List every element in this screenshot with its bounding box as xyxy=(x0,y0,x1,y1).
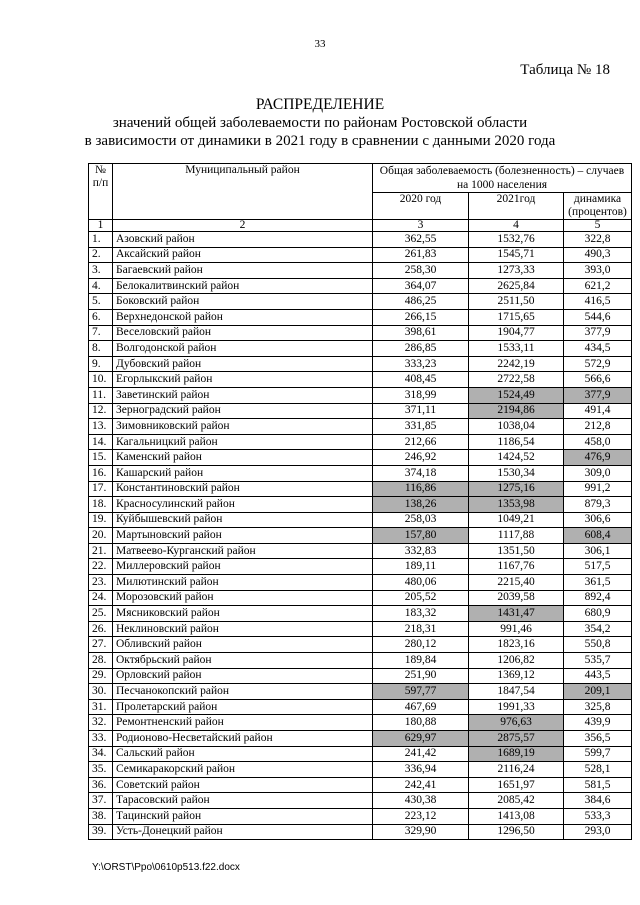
column-number: 3 xyxy=(373,220,469,232)
table-row xyxy=(89,715,632,731)
dynamics-percent: 209,1 xyxy=(564,684,632,700)
dynamics-percent: 991,2 xyxy=(564,481,632,497)
row-number: 29. xyxy=(89,668,113,684)
value-2021: 2194,86 xyxy=(469,403,564,419)
value-2020: 408,45 xyxy=(373,372,469,388)
dynamics-percent: 293,0 xyxy=(564,824,632,840)
row-number: 15. xyxy=(89,450,113,466)
district-name: Тарасовский район xyxy=(113,793,373,809)
value-2020: 116,86 xyxy=(373,481,469,497)
dynamics-percent: 443,5 xyxy=(564,668,632,684)
value-2020: 332,83 xyxy=(373,543,469,559)
dynamics-percent: 892,4 xyxy=(564,590,632,606)
value-2020: 364,07 xyxy=(373,278,469,294)
value-2020: 258,30 xyxy=(373,263,469,279)
value-2021: 1431,47 xyxy=(469,606,564,622)
table-row xyxy=(89,387,632,403)
value-2020: 189,11 xyxy=(373,559,469,575)
value-2021: 1904,77 xyxy=(469,325,564,341)
district-name: Егорлыкский район xyxy=(113,372,373,388)
row-number: 7. xyxy=(89,325,113,341)
table-row xyxy=(89,684,632,700)
table-row xyxy=(89,528,632,544)
district-name: Зимовниковский район xyxy=(113,419,373,435)
row-number: 4. xyxy=(89,278,113,294)
row-number: 27. xyxy=(89,637,113,653)
value-2020: 258,03 xyxy=(373,512,469,528)
table-row xyxy=(89,731,632,747)
table-row xyxy=(89,621,632,637)
table-row xyxy=(89,808,632,824)
row-number: 9. xyxy=(89,356,113,372)
value-2021: 2116,24 xyxy=(469,762,564,778)
header-number-line-2: п/п xyxy=(92,177,109,189)
district-name: Сальский район xyxy=(113,746,373,762)
value-2021: 1651,97 xyxy=(469,777,564,793)
district-name: Ремонтненский район xyxy=(113,715,373,731)
district-name: Каменский район xyxy=(113,450,373,466)
value-2020: 629,97 xyxy=(373,731,469,747)
dynamics-percent: 533,3 xyxy=(564,808,632,824)
dynamics-percent: 608,4 xyxy=(564,528,632,544)
header-group: Общая заболеваемость (болезненность) – случаев на 1000 населения xyxy=(373,164,632,193)
value-2021: 2085,42 xyxy=(469,793,564,809)
value-2021: 1545,71 xyxy=(469,247,564,263)
table-row xyxy=(89,575,632,591)
value-2021: 1991,33 xyxy=(469,699,564,715)
value-2020: 597,77 xyxy=(373,684,469,700)
value-2020: 183,32 xyxy=(373,606,469,622)
district-name: Мартыновский район xyxy=(113,528,373,544)
table-row xyxy=(89,559,632,575)
dynamics-percent: 490,3 xyxy=(564,247,632,263)
row-number: 6. xyxy=(89,309,113,325)
district-name: Заветинский район xyxy=(113,387,373,403)
value-2021: 1353,98 xyxy=(469,497,564,513)
row-number: 31. xyxy=(89,699,113,715)
value-2020: 486,25 xyxy=(373,294,469,310)
dynamics-percent: 416,5 xyxy=(564,294,632,310)
value-2020: 398,61 xyxy=(373,325,469,341)
dynamics-percent: 306,1 xyxy=(564,543,632,559)
value-2021: 2722,58 xyxy=(469,372,564,388)
value-2020: 318,99 xyxy=(373,387,469,403)
value-2021: 1296,50 xyxy=(469,824,564,840)
value-2020: 212,66 xyxy=(373,434,469,450)
district-name: Зерноградский район xyxy=(113,403,373,419)
table-row xyxy=(89,606,632,622)
dynamics-percent: 309,0 xyxy=(564,465,632,481)
table-row xyxy=(89,762,632,778)
value-2021: 1715,65 xyxy=(469,309,564,325)
value-2021: 1117,88 xyxy=(469,528,564,544)
district-name: Морозовский район xyxy=(113,590,373,606)
dynamics-percent: 322,8 xyxy=(564,232,632,248)
dynamics-percent: 377,9 xyxy=(564,387,632,403)
row-number: 10. xyxy=(89,372,113,388)
district-name: Усть-Донецкий район xyxy=(113,824,373,840)
table-row xyxy=(89,325,632,341)
table-row xyxy=(89,450,632,466)
district-name: Октябрьский район xyxy=(113,653,373,669)
dynamics-percent: 354,2 xyxy=(564,621,632,637)
dynamics-percent: 434,5 xyxy=(564,341,632,357)
district-name: Песчанокопский район xyxy=(113,684,373,700)
row-number: 5. xyxy=(89,294,113,310)
row-number: 22. xyxy=(89,559,113,575)
district-name: Орловский район xyxy=(113,668,373,684)
district-name: Константиновский район xyxy=(113,481,373,497)
table-row xyxy=(89,699,632,715)
table-row xyxy=(89,793,632,809)
table-row xyxy=(89,263,632,279)
header-2021: 2021год xyxy=(469,193,564,220)
row-number: 34. xyxy=(89,746,113,762)
district-name: Кагальницкий район xyxy=(113,434,373,450)
dynamics-percent: 572,9 xyxy=(564,356,632,372)
value-2021: 1530,34 xyxy=(469,465,564,481)
district-name: Азовский район xyxy=(113,232,373,248)
row-number: 21. xyxy=(89,543,113,559)
district-name: Дубовский район xyxy=(113,356,373,372)
value-2021: 1351,50 xyxy=(469,543,564,559)
district-name: Аксайский район xyxy=(113,247,373,263)
value-2021: 1413,08 xyxy=(469,808,564,824)
value-2020: 371,11 xyxy=(373,403,469,419)
value-2021: 2625,84 xyxy=(469,278,564,294)
value-2020: 241,42 xyxy=(373,746,469,762)
row-number: 36. xyxy=(89,777,113,793)
table-row xyxy=(89,497,632,513)
value-2020: 205,52 xyxy=(373,590,469,606)
table-row xyxy=(89,637,632,653)
district-name: Семикаракорский район xyxy=(113,762,373,778)
value-2021: 1206,82 xyxy=(469,653,564,669)
value-2020: 223,12 xyxy=(373,808,469,824)
district-name: Красносулинский район xyxy=(113,497,373,513)
morbidity-table xyxy=(88,163,632,840)
dynamics-percent: 879,3 xyxy=(564,497,632,513)
table-row xyxy=(89,434,632,450)
value-2021: 1273,33 xyxy=(469,263,564,279)
dynamics-percent: 377,9 xyxy=(564,325,632,341)
district-name: Верхнедонской район xyxy=(113,309,373,325)
value-2020: 246,92 xyxy=(373,450,469,466)
table-row xyxy=(89,746,632,762)
row-number: 17. xyxy=(89,481,113,497)
district-name: Неклиновский район xyxy=(113,621,373,637)
dynamics-percent: 621,2 xyxy=(564,278,632,294)
row-number: 16. xyxy=(89,465,113,481)
value-2021: 1823,16 xyxy=(469,637,564,653)
table-row xyxy=(89,403,632,419)
value-2021: 1275,16 xyxy=(469,481,564,497)
row-number: 11. xyxy=(89,387,113,403)
dynamics-percent: 491,4 xyxy=(564,403,632,419)
value-2021: 1186,54 xyxy=(469,434,564,450)
column-number: 1 xyxy=(89,220,113,232)
row-number: 39. xyxy=(89,824,113,840)
heading-title: РАСПРЕДЕЛЕНИЕ xyxy=(255,96,385,113)
heading-line-1: значений общей заболеваемости по районам Ростовской области xyxy=(112,115,528,131)
value-2020: 331,85 xyxy=(373,419,469,435)
table-row xyxy=(89,356,632,372)
row-number: 38. xyxy=(89,808,113,824)
table-row xyxy=(89,278,632,294)
dynamics-percent: 680,9 xyxy=(564,606,632,622)
value-2020: 374,18 xyxy=(373,465,469,481)
column-number: 5 xyxy=(564,220,632,232)
value-2021: 1847,54 xyxy=(469,684,564,700)
row-number: 13. xyxy=(89,419,113,435)
row-number: 8. xyxy=(89,341,113,357)
row-number: 32. xyxy=(89,715,113,731)
row-number: 12. xyxy=(89,403,113,419)
row-number: 33. xyxy=(89,731,113,747)
table-row xyxy=(89,294,632,310)
dynamics-percent: 356,5 xyxy=(564,731,632,747)
district-name: Кашарский район xyxy=(113,465,373,481)
header-dynamics xyxy=(564,193,632,220)
value-2021: 2875,57 xyxy=(469,731,564,747)
dynamics-percent: 476,9 xyxy=(564,450,632,466)
district-name: Советский район xyxy=(113,777,373,793)
row-number: 14. xyxy=(89,434,113,450)
header-number-line-1: № xyxy=(95,164,106,176)
value-2021: 1167,76 xyxy=(469,559,564,575)
dynamics-percent: 393,0 xyxy=(564,263,632,279)
row-number: 23. xyxy=(89,575,113,591)
table-row xyxy=(89,543,632,559)
table-row xyxy=(89,419,632,435)
value-2021: 2242,19 xyxy=(469,356,564,372)
district-name: Куйбышевский район xyxy=(113,512,373,528)
district-name: Матвеево-Курганский район xyxy=(113,543,373,559)
column-number: 2 xyxy=(113,220,373,232)
value-2021: 1524,49 xyxy=(469,387,564,403)
table-row xyxy=(89,309,632,325)
table-row xyxy=(89,824,632,840)
row-number: 30. xyxy=(89,684,113,700)
value-2020: 157,80 xyxy=(373,528,469,544)
value-2020: 336,94 xyxy=(373,762,469,778)
dynamics-percent: 325,8 xyxy=(564,699,632,715)
header-dynamics-line-1: динамика xyxy=(573,193,622,205)
value-2020: 138,26 xyxy=(373,497,469,513)
value-2021: 1369,12 xyxy=(469,668,564,684)
value-2020: 242,41 xyxy=(373,777,469,793)
table-row xyxy=(89,590,632,606)
value-2021: 2511,50 xyxy=(469,294,564,310)
value-2021: 1049,21 xyxy=(469,512,564,528)
table-row xyxy=(89,668,632,684)
dynamics-percent: 439,9 xyxy=(564,715,632,731)
row-number: 26. xyxy=(89,621,113,637)
value-2020: 280,12 xyxy=(373,637,469,653)
page-number: 33 xyxy=(314,38,326,50)
table-row xyxy=(89,777,632,793)
dynamics-percent: 361,5 xyxy=(564,575,632,591)
value-2020: 329,90 xyxy=(373,824,469,840)
district-name: Волгодонской район xyxy=(113,341,373,357)
row-number: 35. xyxy=(89,762,113,778)
row-number: 19. xyxy=(89,512,113,528)
column-numbers-row xyxy=(89,220,632,232)
file-path-footer: Y:\ORST\Ppo\0610p513.f22.docx xyxy=(92,862,240,873)
table-row xyxy=(89,247,632,263)
row-number: 3. xyxy=(89,263,113,279)
dynamics-percent: 544,6 xyxy=(564,309,632,325)
header-number xyxy=(89,164,113,220)
value-2020: 189,84 xyxy=(373,653,469,669)
value-2020: 467,69 xyxy=(373,699,469,715)
dynamics-percent: 458,0 xyxy=(564,434,632,450)
row-number: 25. xyxy=(89,606,113,622)
district-name: Родионово-Несветайский район xyxy=(113,731,373,747)
value-2021: 1532,76 xyxy=(469,232,564,248)
district-name: Милютинский район xyxy=(113,575,373,591)
dynamics-percent: 550,8 xyxy=(564,637,632,653)
value-2020: 266,15 xyxy=(373,309,469,325)
value-2020: 333,23 xyxy=(373,356,469,372)
value-2020: 218,31 xyxy=(373,621,469,637)
table-row xyxy=(89,372,632,388)
district-name: Мясниковский район xyxy=(113,606,373,622)
dynamics-percent: 384,6 xyxy=(564,793,632,809)
district-name: Миллеровский район xyxy=(113,559,373,575)
row-number: 28. xyxy=(89,653,113,669)
dynamics-percent: 517,5 xyxy=(564,559,632,575)
row-number: 2. xyxy=(89,247,113,263)
district-name: Тацинский район xyxy=(113,808,373,824)
value-2020: 251,90 xyxy=(373,668,469,684)
dynamics-percent: 599,7 xyxy=(564,746,632,762)
dynamics-percent: 566,6 xyxy=(564,372,632,388)
district-name: Багаевский район xyxy=(113,263,373,279)
value-2021: 1533,11 xyxy=(469,341,564,357)
table-row xyxy=(89,653,632,669)
district-name: Веселовский район xyxy=(113,325,373,341)
heading-line-2: в зависимости от динамики в 2021 году в сравнении с данными 2020 года xyxy=(84,133,556,149)
value-2020: 286,85 xyxy=(373,341,469,357)
table-label: Таблица № 18 xyxy=(520,62,610,78)
value-2021: 991,46 xyxy=(469,621,564,637)
row-number: 18. xyxy=(89,497,113,513)
row-number: 1. xyxy=(89,232,113,248)
value-2021: 2039,58 xyxy=(469,590,564,606)
row-number: 20. xyxy=(89,528,113,544)
value-2020: 430,38 xyxy=(373,793,469,809)
dynamics-percent: 306,6 xyxy=(564,512,632,528)
value-2021: 1038,04 xyxy=(469,419,564,435)
district-name: Боковский район xyxy=(113,294,373,310)
table-row xyxy=(89,341,632,357)
value-2021: 976,63 xyxy=(469,715,564,731)
header-district: Муниципальный район xyxy=(113,164,373,220)
dynamics-percent: 528,1 xyxy=(564,762,632,778)
column-number: 4 xyxy=(469,220,564,232)
district-name: Пролетарский район xyxy=(113,699,373,715)
value-2020: 180,88 xyxy=(373,715,469,731)
value-2020: 362,55 xyxy=(373,232,469,248)
district-name: Белокалитвинский район xyxy=(113,278,373,294)
dynamics-percent: 535,7 xyxy=(564,653,632,669)
table-row xyxy=(89,465,632,481)
header-dynamics-line-2: (процентов) xyxy=(568,206,627,218)
row-number: 24. xyxy=(89,590,113,606)
value-2020: 480,06 xyxy=(373,575,469,591)
value-2021: 1424,52 xyxy=(469,450,564,466)
row-number: 37. xyxy=(89,793,113,809)
table-row xyxy=(89,232,632,248)
value-2020: 261,83 xyxy=(373,247,469,263)
value-2021: 2215,40 xyxy=(469,575,564,591)
header-2020: 2020 год xyxy=(373,193,469,220)
table-row xyxy=(89,481,632,497)
dynamics-percent: 212,8 xyxy=(564,419,632,435)
district-name: Обливский район xyxy=(113,637,373,653)
table-row xyxy=(89,512,632,528)
document-heading xyxy=(0,96,640,150)
value-2021: 1689,19 xyxy=(469,746,564,762)
dynamics-percent: 581,5 xyxy=(564,777,632,793)
